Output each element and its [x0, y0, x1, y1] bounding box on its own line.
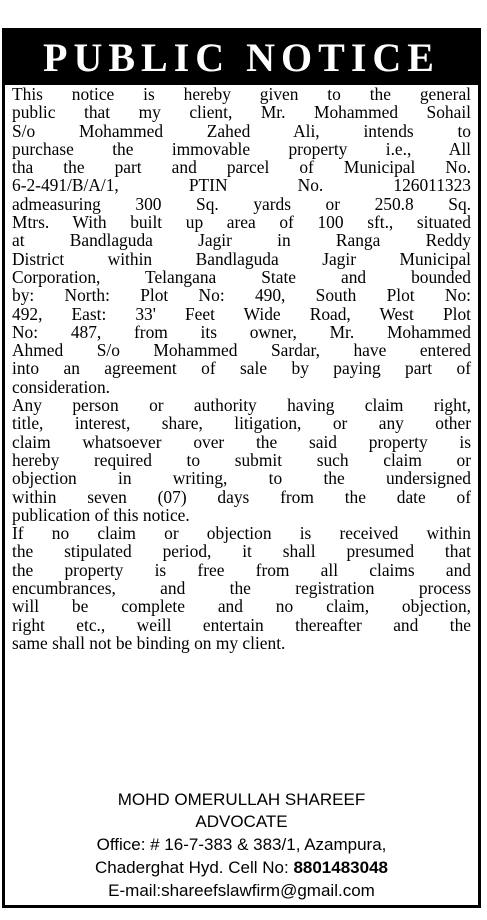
- notice-body: [12, 85, 471, 652]
- text-line: will be complete and no claim, objection,: [12, 596, 471, 617]
- notice-title: PUBLIC NOTICE: [5, 31, 478, 85]
- text-line: public that my client, Mr. Mohammed Sohail: [12, 102, 471, 123]
- advocate-designation: ADVOCATE: [195, 812, 288, 831]
- text-line: within seven (07) days from the date of: [12, 486, 471, 507]
- text-line: same shall not be binding on my client.: [12, 632, 286, 653]
- text-line: District within Bandlaguda Jagir Municipal: [12, 248, 471, 269]
- text-line: Ahmed S/o Mohammed Sardar, have entered: [12, 340, 471, 361]
- paragraph-3: [12, 524, 471, 652]
- text-line: This notice is hereby given to the general: [12, 84, 471, 104]
- text-line: purchase the immovable property i.e., All: [12, 138, 471, 159]
- address-prefix: Chaderghat Hyd. Cell No:: [95, 858, 294, 877]
- text-line: 492, East: 33' Feet Wide Road, West Plot: [12, 303, 471, 324]
- text-line: S/o Mohammed Zahed Ali, intends to: [12, 120, 471, 141]
- text-line: title, interest, share, litigation, or any other: [12, 413, 471, 434]
- text-line: claim whatsoever over the said property is: [12, 431, 471, 452]
- text-line: hereby required to submit such claim or: [12, 449, 471, 470]
- text-line: consideration.: [12, 376, 111, 397]
- office-address: Office: # 16-7-383 & 383/1, Azampura,: [96, 835, 387, 854]
- email-address: E-mail:shareefslawfirm@gmail.com: [108, 881, 375, 900]
- text-line: by: North: Plot No: 490, South Plot No:: [12, 285, 471, 306]
- text-line: If no claim or objection is received within: [12, 523, 471, 544]
- text-line: right etc., weill entertain thereafter and the: [12, 614, 471, 635]
- text-line: the property is free from all claims and: [12, 559, 471, 580]
- signature-block: [5, 789, 478, 902]
- text-line: Any person or authority having claim right,: [12, 395, 471, 416]
- text-line: 6-2-491/B/A/1, PTIN No. 126011323: [12, 175, 471, 196]
- text-line: the stipulated period, it shall presumed that: [12, 541, 471, 562]
- text-line: Corporation, Telangana State and bounded: [12, 266, 471, 287]
- text-line: No: 487, from its owner, Mr. Mohammed: [12, 321, 471, 342]
- paragraph-1: [12, 85, 471, 396]
- text-line: into an agreement of sale by paying part of: [12, 358, 471, 379]
- cell-number: 8801483048: [293, 858, 388, 877]
- text-line: admeasuring 300 Sq. yards or 250.8 Sq.: [12, 193, 471, 214]
- text-line: objection in writing, to the undersigned: [12, 468, 471, 489]
- paragraph-2: [12, 396, 471, 524]
- address-and-cell: [5, 856, 478, 879]
- text-line: publication of this notice.: [12, 504, 190, 525]
- advocate-name: MOHD OMERULLAH SHAREEF: [117, 790, 366, 809]
- text-line: at Bandlaguda Jagir in Ranga Reddy: [12, 230, 471, 251]
- text-line: tha the part and parcel of Municipal No.: [12, 157, 471, 178]
- public-notice: [2, 28, 481, 908]
- text-line: Mtrs. With built up area of 100 sft., situated: [12, 212, 471, 233]
- text-line: encumbrances, and the registration process: [12, 578, 471, 599]
